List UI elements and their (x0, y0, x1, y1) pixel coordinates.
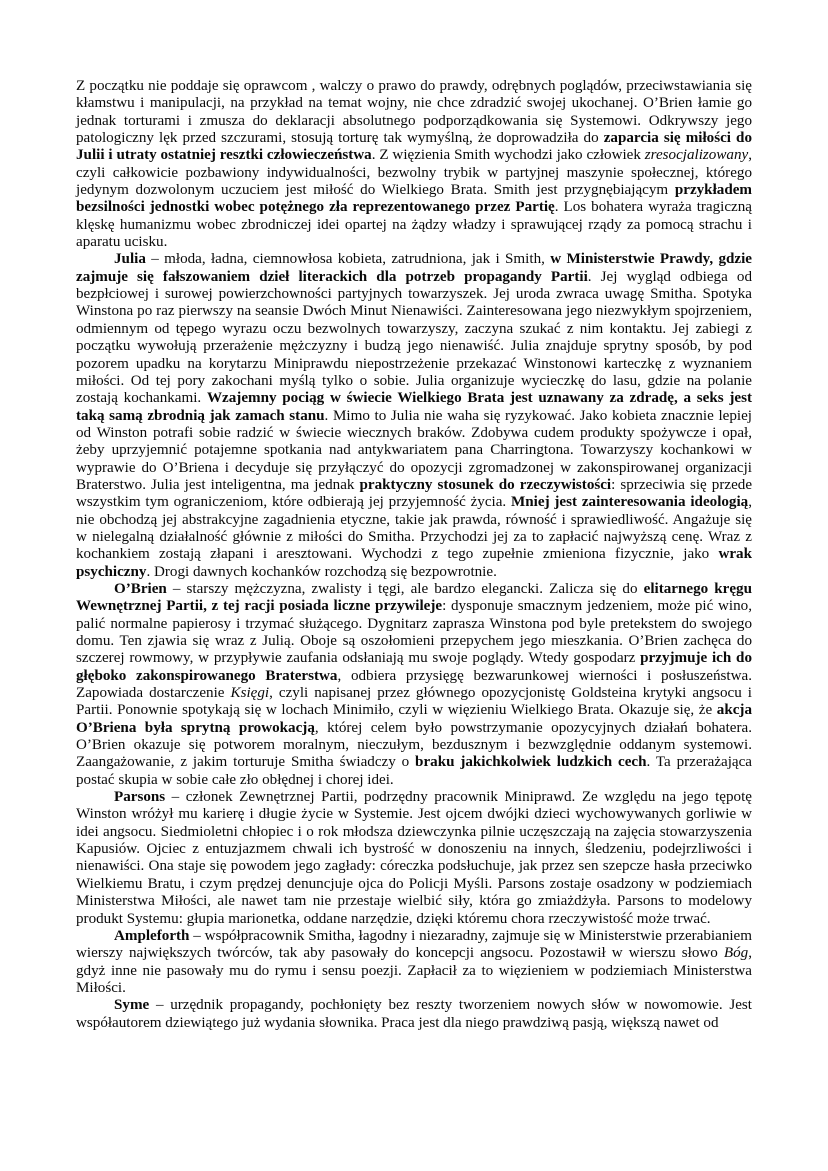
bold-emphasis: braku jakichkolwiek ludzkich cech (415, 754, 647, 771)
text-run: – urzędnik propagandy, pochłonięty bez reszty tworzeniem nowych słów w nowomowie. Jest współautorem dziewiątego już wydania słownika. Praca jest dla niego prawdziwą pasją, większą nawet od (76, 997, 752, 1031)
italic-term: Księgi (230, 685, 270, 702)
text-run: . Drogi dawnych kochanków rozchodzą się bezpowrotnie. (146, 563, 497, 580)
bold-emphasis: akcja O’Briena była sprytną prowokacją (76, 702, 752, 736)
document-body (76, 78, 752, 1032)
text-run: , której celem było powstrzymanie opozycyjnych działań bohatera. O’Brien okazuje się potworem moralnym, nieczułym, bezdusznym i bezwzględnie oddanym systemowi. Zaangażowanie, z jakim torturuje Smitha świadczy o (76, 719, 753, 771)
text-run: , odbiera przysięgę bezwarunkowej wierności i posłuszeństwa. Zapowiada dostarczenie (76, 667, 752, 702)
italic-term: Bóg (723, 945, 749, 962)
bold-emphasis: O’Brien (114, 580, 167, 597)
paragraph-p-obrien (76, 581, 752, 789)
paragraph-p-winston-smith (76, 78, 752, 251)
bold-emphasis: Ampleforth (114, 927, 190, 944)
bold-emphasis: praktyczny stosunek do rzeczywistości (359, 476, 612, 493)
text-run: , gdyż inne nie pasowały mu do rymu i sensu poezji. Zapłacił za to więzieniem w podziemiach Ministerstwa Miłości. (76, 945, 752, 996)
text-run: . Z więzienia Smith wychodzi jako człowiek (371, 147, 645, 164)
italic-term: zresocjalizowany (644, 147, 749, 164)
bold-emphasis: przykładem bezsilności jednostki wobec potężnego zła reprezentowanego przez Partię (76, 182, 752, 216)
bold-emphasis: Mniej jest zainteresowania ideologią (511, 494, 749, 511)
text-run: – członek Zewnętrznej Partii, podrzędny pracownik Miniprawd. Ze względu na jego tępotę Winston wróżył mu karierę i długie życie w Systemie. Jest ojcem dwójki dzieci wychowywanych gorliwie w idei angsocu. Siedmioletni chłopiec i o rok młodsza dziewczynka pilnie uczęszczają na zajęcia stowarzyszenia Kapusiów. Ojciec z entuzjazmem chwali ich bystrość w donoszeniu na innych, śledzeniu, podejrzliwości i nienawiści. Ona staje się powodem jego zagłady: córeczka podsłuchuje, jak przez sen szepcze hasła przeciwko Wielkiemu Bratu, i czym prędzej denuncjuje ojca do Policji Myśli. Parsons zostaje osadzony w podziemiach Ministerstwa Miłości, ale nawet tam nie przestaje wielbić siły, która go zmiażdżyła. Parsons to modelowy produkt Systemu: głupia marionetka, oddane narzędzie, dzięki któremu chora rzeczywistość może trwać. (76, 789, 752, 927)
bold-emphasis: zaparcia się miłości do Julii i utraty ostatniej resztki człowieczeństwa (76, 130, 752, 164)
bold-emphasis: Syme (114, 997, 150, 1014)
text-run: Z początku nie poddaje się oprawcom , walczy o prawo do prawdy, odrębnych poglądów, przeciwstawiania się kłamstwu i manipulacji, na przykład na temat wojny, nie chce zdradzić swojej ukochanej. O’Brien łamie go jednak torturami i zmusza do deklaracji absolutnego podporządkowania się Systemowi. Odkrywszy jego patologiczny lęk przed szczurami, stosują torturę tak wymyślną, że doprowadziła do (76, 78, 752, 147)
paragraph-p-parsons (76, 789, 752, 928)
bold-emphasis: Julia (114, 251, 146, 268)
text-run: . Mimo to Julia nie waha się ryzykować. Jako kobieta znacznie lepiej od Winston potrafi sobie radzić w świecie wiecznych braków. Zdobywa cudem produkty spożywcze i opał, żeby uprzyjemnić potajemne spotkania nad antykwariatem pana Charringtona. Towarzyszy kochankowi w wyprawie do O’Briena i decyduje się przyłączyć do opozycji zgromadzonej w zakonspirowanej organizacji Braterstwo. Julia jest inteligentna, ma jednak (76, 407, 753, 493)
paragraph-p-julia (76, 251, 752, 581)
text-run: – młoda, ładna, ciemnowłosa kobieta, zatrudniona, jak i Smith, (145, 251, 551, 268)
text-run: , czyli napisanej przez głównego opozycjonistę Goldsteina krytyki angsocu i Partii. Ponownie spotykają się w lochach Minimiło, czyli w więzieniu Wielkiego Brata. Okazuje się, że (76, 685, 753, 719)
bold-emphasis: przyjmuje ich do głęboko zakonspirowanego Braterstwa (76, 650, 752, 684)
text-run: , nie obchodzą jej abstrakcyjne zagadnienia etyczne, takie jak prawda, równość i sprawiedliwość. Angażuje się w nielegalną działalność głównie z miłości do Smitha. Przychodzi jej za to zapłacić najwyższą cenę. Wraz z kochankiem zostają złapani i aresztowani. Wychodzi z tego zupełnie zmieniona fizycznie, jako (76, 494, 752, 563)
bold-emphasis: Wzajemny pociąg w świecie Wielkiego Brata jest uznawany za zdradę, a seks jest taką samą zbrodnią jak zamach stanu (76, 390, 752, 424)
bold-emphasis: Parsons (114, 789, 166, 806)
text-run: . Los bohatera wyraża tragiczną klęskę humanizmu wobec zbrodniczej idei opartej na żądzy władzy i sprawującej rządy za pomocą strachu i aparatu ucisku. (76, 199, 753, 251)
bold-emphasis: wrak psychiczny (76, 546, 752, 580)
text-run: – współpracownik Smitha, łagodny i niezaradny, zajmuje się w Ministerstwie przerabianiem wierszy największych twórców, tak aby pasowały do koncepcji angsocu. Pozostawił w wierszu słowo (76, 927, 752, 962)
paragraph-p-syme (76, 997, 752, 1032)
text-run: : sprzeciwia się przede wszystkim tym ograniczeniom, które odbierają jej przyjemność życia. (76, 476, 753, 511)
text-run: . Ta przerażająca postać skupia w sobie całe zło obłędnej i chorej idei. (76, 754, 752, 788)
text-run: . Jej wygląd odbiega od bezpłciowej i surowej powierzchowności partyjnych towarzyszek. Jej uroda zwraca uwagę Smitha. Spotyka Winstona po raz pierwszy na seansie Dwóch Minut Nienawiści. Zainteresowana jego niezwykłym spojrzeniem, odmiennym od tępego wyrazu oczu bezwolnych towarzyszy, zaczyna szukać z nim kontaktu. Jej zabiegi z początku wywołują przerażenie mężczyzny i budzą jego nienawiść. Julia znajduje sprytny sposób, by pod pozorem upadku na korytarzu Miniprawdu niepostrzeżenie przekazać Winstonowi karteczkę z wyznaniem miłości. Od tej pory zakochani myślą tylko o sobie. Julia organizuje wycieczkę do lasu, gdzie na polanie zostają kochankami. (76, 268, 752, 407)
bold-emphasis: elitarnego kręgu Wewnętrznej Partii, z tej racji posiada liczne przywileje (76, 580, 752, 615)
paragraph-p-ampleforth (76, 928, 752, 997)
text-run: , czyli całkowicie pozbawiony indywidualności, bezwolny trybik w partyjnej maszynie społecznej, którego jedynym dozwolonym uczuciem jest miłość do Wielkiego Brata. Smith jest przygnębiającym (76, 147, 752, 199)
bold-emphasis: w Ministerstwie Prawdy, gdzie zajmuje się fałszowaniem dzieł literackich dla potrzeb propagandy Partii (76, 251, 753, 285)
text-run: : dysponuje smacznym jedzeniem, może pić wino, palić normalne papierosy i trzymać służącego. Dygnitarz zaprasza Winstona pod byle pretekstem do swojego domu. Ten zjawia się wraz z Julią. Oboje są oszołomieni przepychem jego mieszkania. O’Brien zachęca do szczerej rowmowy, w przypływie zaufania odsłaniają mu swoje poglądy. Wtedy gospodarz (76, 598, 752, 667)
text-run: – starszy mężczyzna, zwalisty i tęgi, ale bardzo elegancki. Zalicza się do (166, 580, 644, 597)
